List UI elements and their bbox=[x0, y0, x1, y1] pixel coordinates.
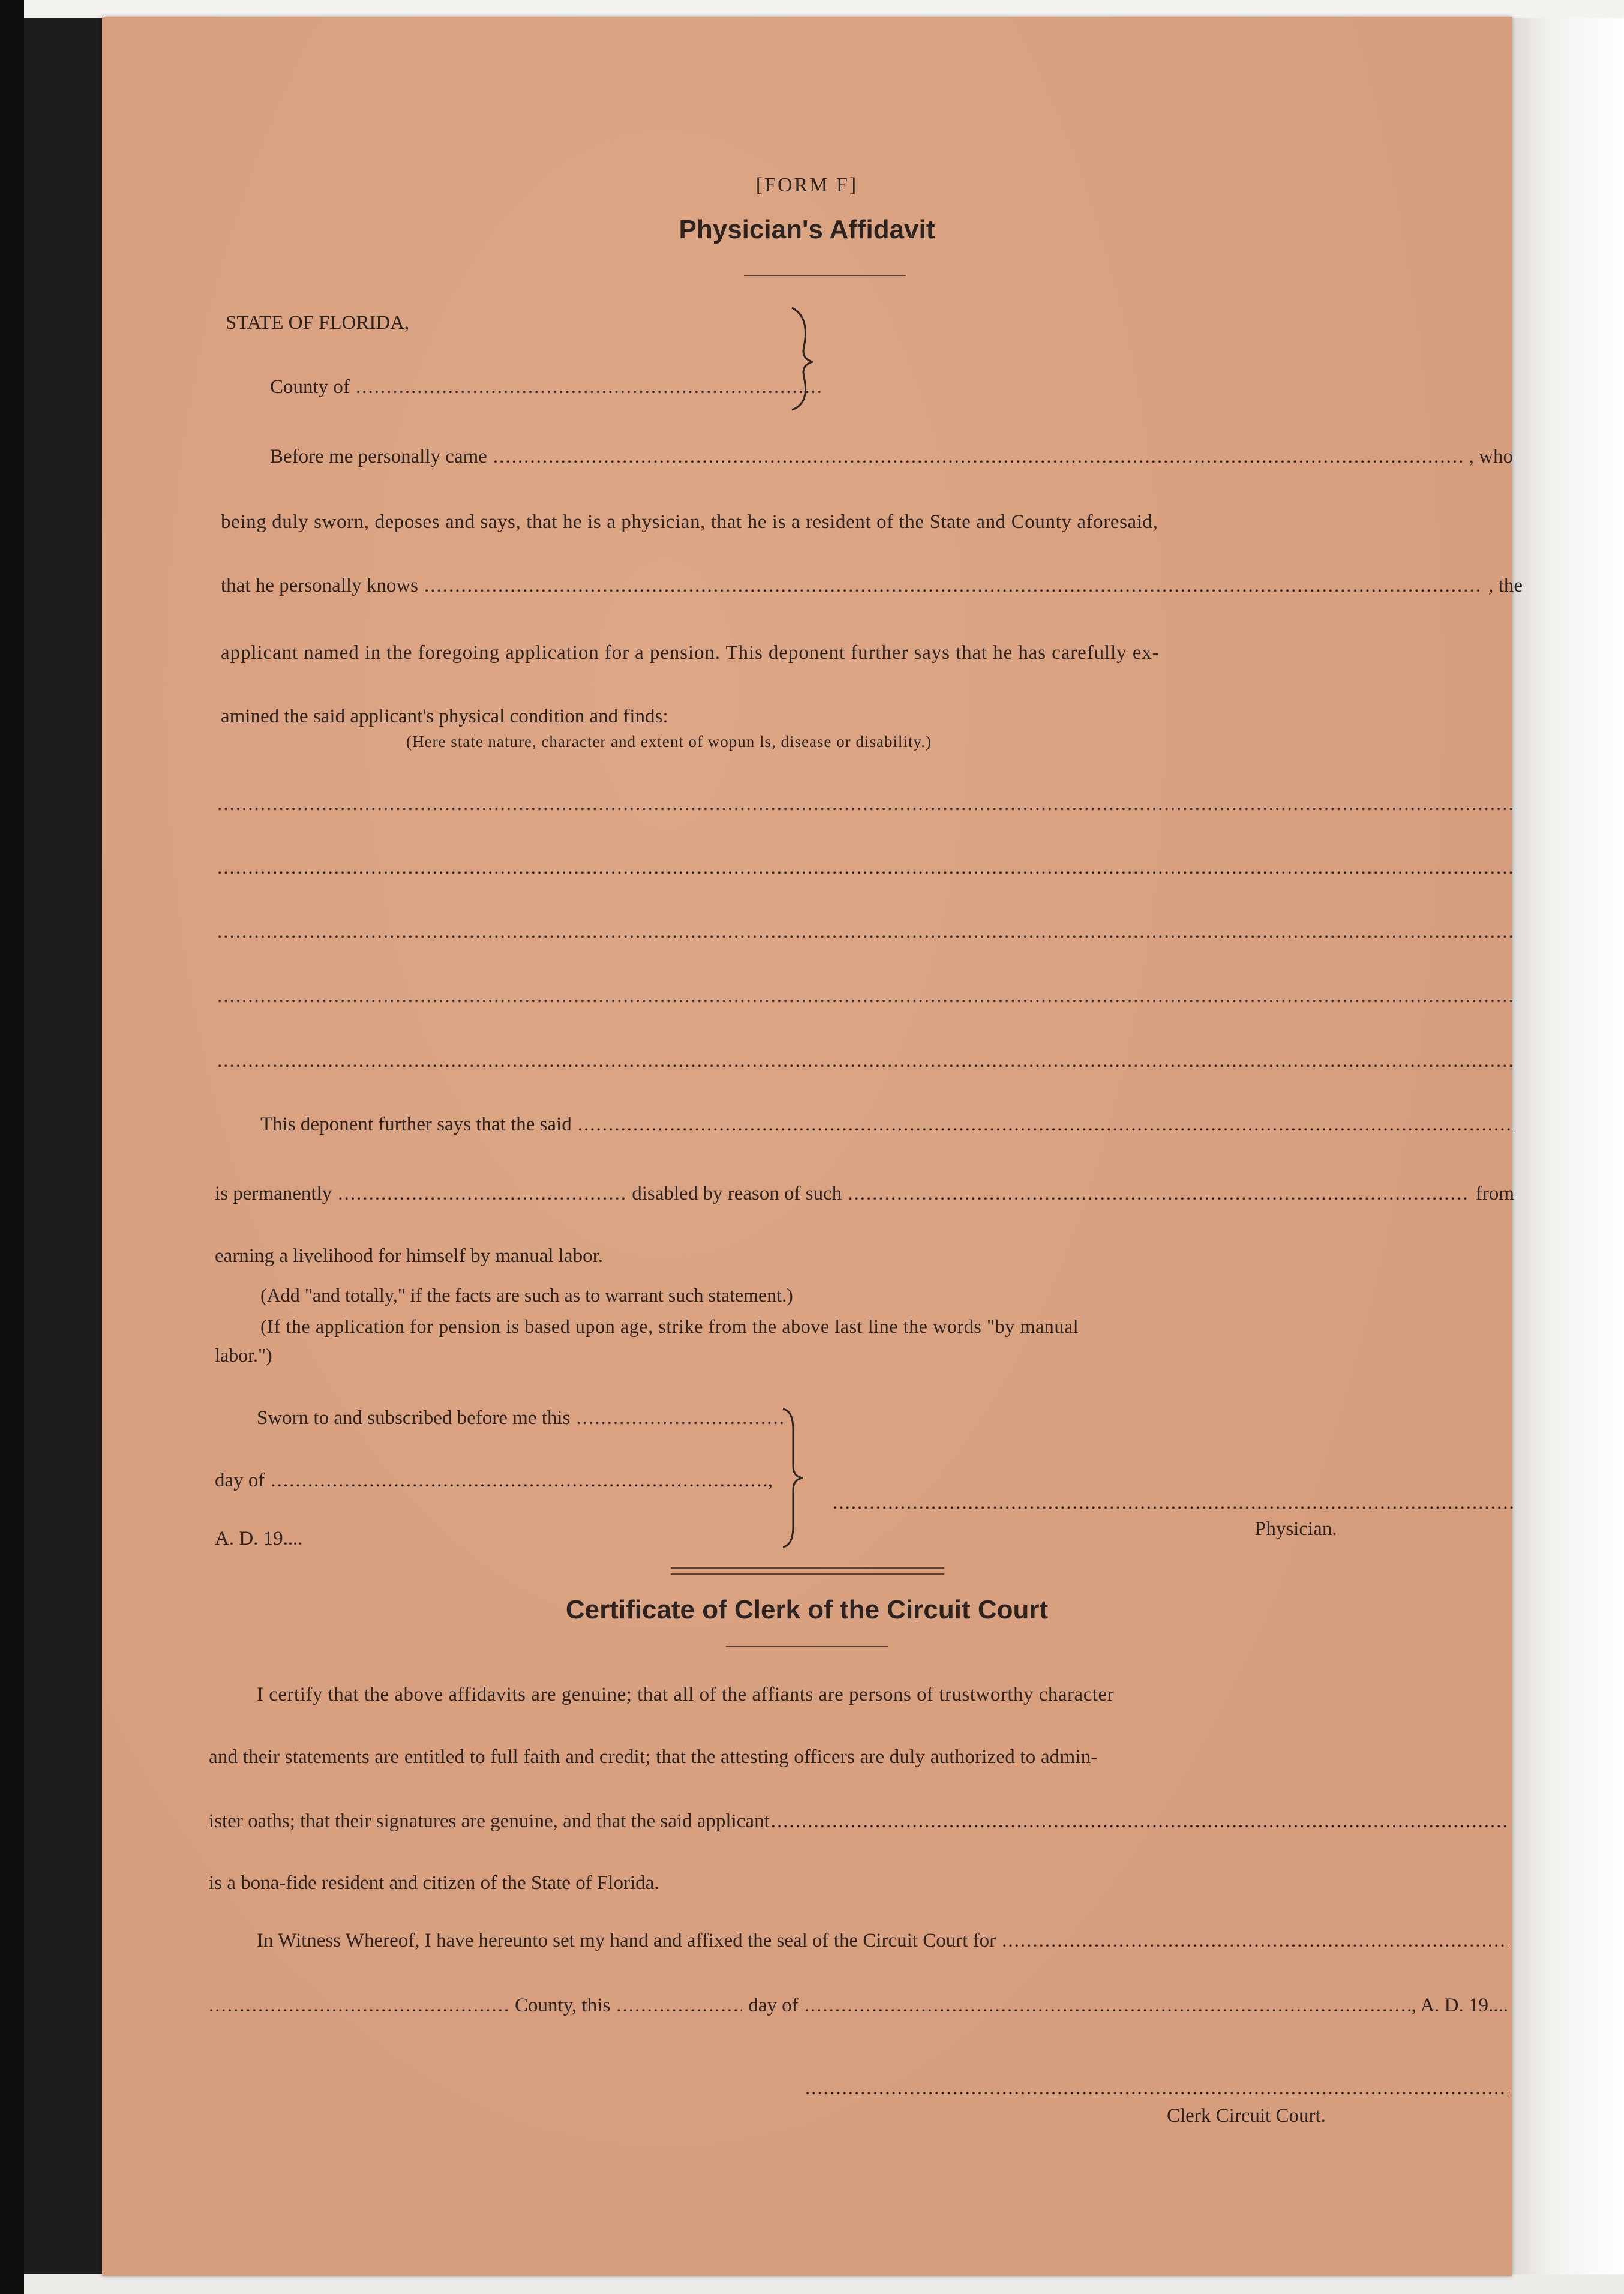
certificate-title: Certificate of Clerk of the Circuit Court bbox=[565, 1595, 1049, 1624]
affidavit-line-1 bbox=[270, 445, 1513, 469]
section-divider-bottom bbox=[671, 1573, 944, 1575]
jurat-sworn-line bbox=[257, 1406, 785, 1430]
knows-the: , the bbox=[1488, 575, 1523, 596]
further-label: This deponent further says that the said bbox=[260, 1114, 572, 1135]
jurat-ad: A. D. 19.... bbox=[215, 1528, 303, 1549]
section-divider-top bbox=[671, 1567, 944, 1569]
affidavit-line-2: being duly sworn, deposes and says, that he is a physician, that he is a resident of the State and County aforesaid, bbox=[221, 511, 1158, 533]
witness-day-field[interactable] bbox=[616, 1993, 742, 2017]
findings-line-5[interactable] bbox=[217, 1049, 1513, 1073]
physician-label: Physician. bbox=[1255, 1518, 1337, 1540]
permanent-line bbox=[215, 1182, 1514, 1206]
dayof-comma: , bbox=[767, 1470, 773, 1491]
county-label: County of bbox=[270, 376, 350, 398]
certificate-line-2: and their statements are entitled to full faith and credit; that the attesting officers are duly authorized to admin- bbox=[209, 1746, 1098, 1768]
jurat-day-field[interactable] bbox=[576, 1406, 785, 1430]
affiant-who: , who bbox=[1469, 446, 1513, 467]
knows-label: that he personally knows bbox=[221, 575, 419, 596]
findings-line-2[interactable] bbox=[217, 856, 1513, 880]
from-label: from bbox=[1475, 1183, 1514, 1204]
certificate-line-4: is a bona-fide resident and citizen of the State of Florida. bbox=[209, 1872, 659, 1894]
permanently-label: is permanently bbox=[215, 1183, 332, 1204]
form-title: Physician's Affidavit bbox=[679, 215, 935, 244]
affiant-label: Before me personally came bbox=[270, 446, 487, 467]
clerk-signature-field[interactable] bbox=[805, 2076, 1508, 2100]
witness-month-field[interactable] bbox=[805, 1993, 1412, 2017]
findings-line-1[interactable] bbox=[217, 792, 1513, 816]
findings-line-3[interactable] bbox=[217, 920, 1513, 944]
witness-label: In Witness Whereof, I have hereunto set my hand and affixed the seal of the Circuit Court for bbox=[257, 1930, 996, 1951]
witness-line-1 bbox=[257, 1929, 1508, 1953]
findings-instruction: (Here state nature, character and extent of wopun ls, disease or disability.) bbox=[406, 733, 932, 751]
clerk-label: Clerk Circuit Court. bbox=[1167, 2105, 1326, 2127]
title-rule bbox=[744, 275, 906, 276]
venue-state: STATE OF FLORIDA, bbox=[226, 312, 410, 334]
witness-ad-label: , A. D. 19.... bbox=[1411, 1995, 1508, 2016]
jurat-dayof-line bbox=[215, 1468, 773, 1492]
certificate-line-3 bbox=[209, 1809, 1508, 1833]
form-label: [FORM F] bbox=[755, 174, 858, 196]
affidavit-line-3 bbox=[221, 574, 1523, 598]
note-totally: (Add "and totally," if the facts are such as to warrant such statement.) bbox=[260, 1284, 793, 1306]
sleeve-bottom bbox=[24, 2274, 1624, 2294]
note-age-1: (If the application for pension is based upon age, strike from the above last line the words "by manual bbox=[260, 1315, 1079, 1337]
applicant-name-field[interactable] bbox=[424, 574, 1482, 598]
affidavit-line-4: applicant named in the foregoing application for a pension. This deponent further says that he has carefully ex- bbox=[221, 642, 1160, 664]
findings-line-4[interactable] bbox=[217, 984, 1513, 1008]
livelihood-line: earning a livelihood for himself by manual labor. bbox=[215, 1245, 603, 1267]
disabled-label: disabled by reason of such bbox=[632, 1183, 842, 1204]
jurat-brace bbox=[780, 1406, 810, 1550]
jurat-month-field[interactable] bbox=[271, 1468, 767, 1492]
further-line bbox=[260, 1112, 1514, 1136]
certificate-applicant-field[interactable] bbox=[771, 1809, 1508, 1833]
cause-field[interactable] bbox=[848, 1182, 1470, 1206]
certificate-title-rule bbox=[726, 1646, 888, 1647]
further-name-field[interactable] bbox=[578, 1112, 1514, 1136]
circuit-court-field[interactable] bbox=[1002, 1929, 1508, 1953]
sleeve-top bbox=[24, 0, 1624, 18]
affiant-name-field[interactable] bbox=[493, 445, 1463, 469]
applicant-clause: ister oaths; that their signatures are genuine, and that the said applicant bbox=[209, 1810, 770, 1832]
venue-county-line bbox=[270, 375, 828, 399]
witness-dayof-label: day of bbox=[748, 1995, 799, 2016]
county-field[interactable] bbox=[356, 375, 822, 399]
witness-line-2 bbox=[209, 1993, 1508, 2017]
affidavit-line-5: amined the said applicant's physical condition and finds: bbox=[221, 706, 668, 727]
sworn-label: Sworn to and subscribed before me this bbox=[257, 1407, 571, 1429]
dayof-label: day of bbox=[215, 1470, 265, 1491]
certificate-line-1: I certify that the above affidavits are genuine; that all of the affiants are persons of trustworthy character bbox=[257, 1684, 1115, 1705]
permanence-field[interactable] bbox=[338, 1182, 626, 1206]
physician-signature-field[interactable] bbox=[833, 1491, 1514, 1515]
scanner-background bbox=[0, 0, 24, 2294]
venue-brace bbox=[786, 305, 822, 413]
note-age-2: labor.") bbox=[215, 1344, 272, 1366]
sleeve-edge bbox=[1500, 0, 1624, 2294]
county-name-field[interactable] bbox=[209, 1993, 509, 2017]
county-this-label: County, this bbox=[515, 1995, 611, 2016]
form-sheet bbox=[102, 17, 1523, 2276]
